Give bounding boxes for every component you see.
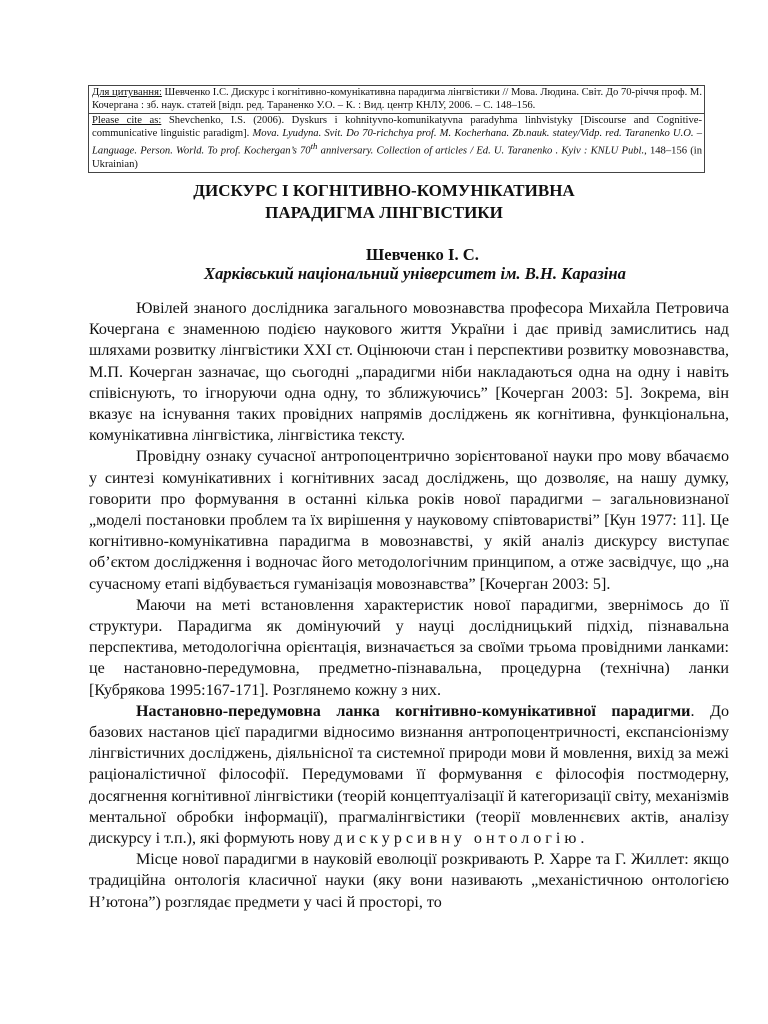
citation-text-en-4: , 148–156 (in Ukrainian) [92,145,702,170]
citation-text-en-1: Shevchenko, I.S. (2006). Dyskurs i kohnityvno-komunikatyvna paradyhma linhvistyky [Discourse and Cognitive-communicative linguistic paradigm]. [92,115,702,139]
paragraph-5: Місце нової парадигми в науковій еволюції розкривають Р. Харре та Г. Жиллет: якщо традиційна онтологія класичної науки (яку вони називають „механістичною онтологією Н’ютона”) розглядає предмети у часі й просторі, то [89,851,729,911]
author-name: Шевченко І. С. [366,245,479,264]
citation-box [88,85,705,173]
paragraph-4-text: . До базових настанов цієї парадигми відносимо визнання антропоцентричності, експансіонізму лінгвістичних досліджень, діяльнісної та системної природи мови й мовлення, вихід за межі раціоналістичної філософії. Передумовами її формування є філософія постмодерну, досягнення когнітивної лінгвістики (теорій концептуалізації й категоризації світу, механізмів ментальної обробки інформації), прагмалінгвістики (теорії мовленнєвих актів, аналізу дискурсу і т.п.), які формують нову [89,702,729,848]
citation-text-en-2: Mova. Lyudyna. Svit. Do 70-richchya prof. M. Kocherhana. Zb.nauk. statey/Vidp. red. Taranenko U.O. – Language. Person. World. To prof. Kochergan’s 70 [92,127,702,157]
citation-text-en-3: anniversary. Collection of articles / Ed. U. Taranenko . Kyiv : KNLU Publ. [317,145,645,157]
title-line-2: ПАРАДИГМА ЛІНГВІСТИКИ [265,203,503,222]
author-affiliation: Харківський національний університет ім. В.Н. Каразіна [204,264,626,283]
title-line-1: ДИСКУРС І КОГНІТИВНО-КОМУНІКАТИВНА [193,181,575,200]
paragraph-2: Провідну ознаку сучасної антропоцентрично зорієнтованої науки про мову вбачаємо у синтезі комунікативних і когнітивних засад досліджень, що дозволяє, на нашу думку, говорити про формування в останні кілька років нової парадигми – загальновизнаної „моделі постановки проблем та їх вирішення у науковому співтоваристві” [Кун 1977: 11]. Це когнітивно-комунікативна парадигма в мовознавстві, у якій аналіз дискурсу виступає об’єктом дослідження і водночас його методологічним принципом, а отже засвідчує, що „на сучасному етапі відбувається гуманізація мовознавства” [Кочерган 2003: 5]. [89,448,729,593]
citation-text-ua: Шевченко І.С. Дискурс і когнітивно-комунікативна парадигма лінгвістики // Мова. Людина. Світ. До 70-річчя проф. М. Кочергана : зб. наук. статей [відп. ред. Тараненко У.О. – К. : Вид. центр КНЛУ, 2006. – С. 148–156. [92,87,702,111]
article-title [0,180,768,224]
citation-english [89,113,704,172]
article-body [89,298,729,913]
paragraph-4 [89,701,729,849]
emphasized-term: дискурсивну онтологію [334,830,581,848]
paragraph-1: Ювілей знаного дослідника загального мовознавства професора Михайла Петровича Кочергана є знаменною подією наукового життя України і дає привід замислитись над шляхами розвитку лінгвістики ХХІ ст. Оцінюючи стан і перспективи розвитку мовознавства, М.П. Кочерган зазначає, що сьогодні „парадигми ніби накладаються одна на одну і навіть співіснують, то ігноруючи одна одну, то зближуючись” [Кочерган 2003: 5]. Зокрема, він вказує на існування таких провідних напрямів досліджень як когнітивна, функціональна, комунікативна лінгвістика, лінгвістика тексту. [89,300,729,445]
paragraph-4-end: . [580,830,585,848]
citation-ukrainian [89,86,704,113]
section-heading-inline: Настановно-передумовна ланка когнітивно-комунікативної парадигми [136,702,691,720]
citation-label-en: Please cite as: [92,115,162,127]
paragraph-3: Маючи на меті встановлення характеристик нової парадигми, звернімось до її структури. Парадигма як домінуючий у науці дослідницький підхід, пізнавальна перспектива, методологічна орієнтація, визначається за своїми трьома провідними ланками: це настановно-передумовна, предметно-пізнавальна, процедурна (технічна) ланки [Кубрякова 1995:167-171]. Розглянемо кожну з них. [89,596,729,699]
citation-label-ua: Для цитування: [92,87,162,98]
citation-sup: th [310,141,318,152]
